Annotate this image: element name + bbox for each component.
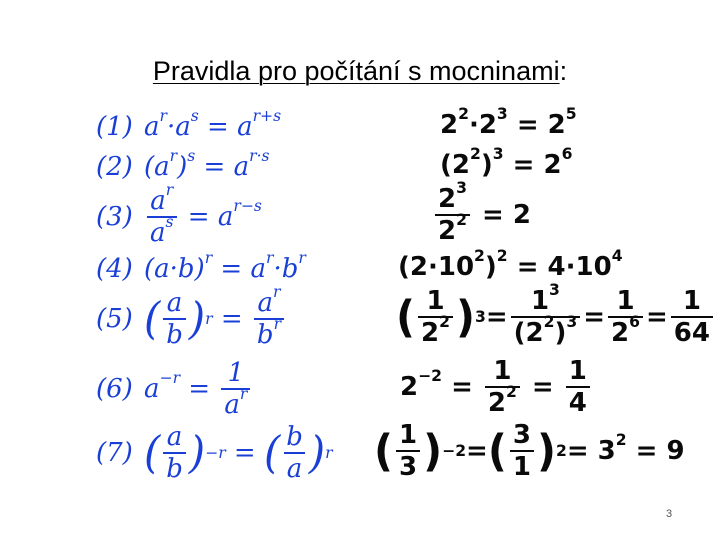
rule-7-fraction-right: $\frac{b}{a}$ (283, 424, 306, 482)
rule-6-lhs: $a^{-r}$ = (144, 368, 219, 404)
rule-3-fraction: $\frac{a^r}{a^s}$ (147, 188, 177, 246)
example-5: ( $\frac{1}{2^2}$ ) 3 = $\frac{1^3}{(2^2)^3}$ = $\frac{1}{2^6}$ = $\frac{1}{64}$ (396, 288, 716, 346)
rule-5-fraction-right: $\frac{a^r}{b^r}$ (254, 290, 284, 348)
rule-4-label: (4) (96, 254, 133, 284)
rule-1-formula: $a^r\cdot a^s = a^{r+s}$ (144, 106, 282, 142)
example-1: $2^2\cdot 2^3 = 2^5$ (440, 104, 577, 140)
rule-7-fraction-left: $\frac{a}{b}$ (163, 424, 186, 482)
rule-4-formula: $(a\cdot b)^r = a^r\cdot b^r$ (144, 248, 306, 284)
rule-2 (96, 146, 270, 182)
example-4: $(2\cdot 10^2)^2 = 4\cdot 10^4$ (398, 246, 623, 282)
example-2: $(2^2)^3 = 2^6$ (440, 144, 573, 180)
rule-5: (5) ( $\frac{a}{b}$ ) r = $\frac{a^r}{b^r}$ (96, 290, 287, 348)
rule-4 (96, 248, 306, 284)
rule-1 (96, 106, 282, 142)
rule-7-label: (7) (96, 438, 133, 468)
rule-5-fraction-left: $\frac{a}{b}$ (163, 290, 186, 348)
rule-2-formula: $(a^r)^s = a^{r\cdot s}$ (144, 146, 270, 182)
rule-2-label: (2) (96, 152, 133, 182)
page-number: 3 (666, 508, 673, 520)
rule-1-label: (1) (96, 112, 133, 142)
slide-title-text: Pravidla pro počítání s mocninami (152, 56, 560, 86)
slide-title (0, 56, 720, 87)
rule-5-label: (5) (96, 304, 133, 334)
example-7: ( $\frac{1}{3}$ ) −2 = ( $\frac{3}{1}$ ) 2 = $3^2 = 9$ (374, 420, 685, 482)
rule-7: (7) ( $\frac{a}{b}$ ) −r = ( $\frac{b}{a}$ ) r (96, 422, 333, 484)
slide-title-colon: : (559, 56, 568, 86)
example-6: $2^{-2}$ = $\frac{1}{2^2}$ = $\frac{1}{4}$ (400, 358, 593, 416)
rule-3-result: = $a^{r-s}$ (179, 196, 262, 232)
rule-3 (96, 180, 262, 248)
rule-6 (96, 360, 253, 418)
example-3: $\frac{2^3}{2^2}$ = 2 (432, 186, 531, 244)
rule-6-fraction: $\frac{1}{a^r}$ (221, 360, 250, 418)
rule-3-label: (3) (96, 202, 133, 232)
rule-6-label: (6) (96, 374, 133, 404)
